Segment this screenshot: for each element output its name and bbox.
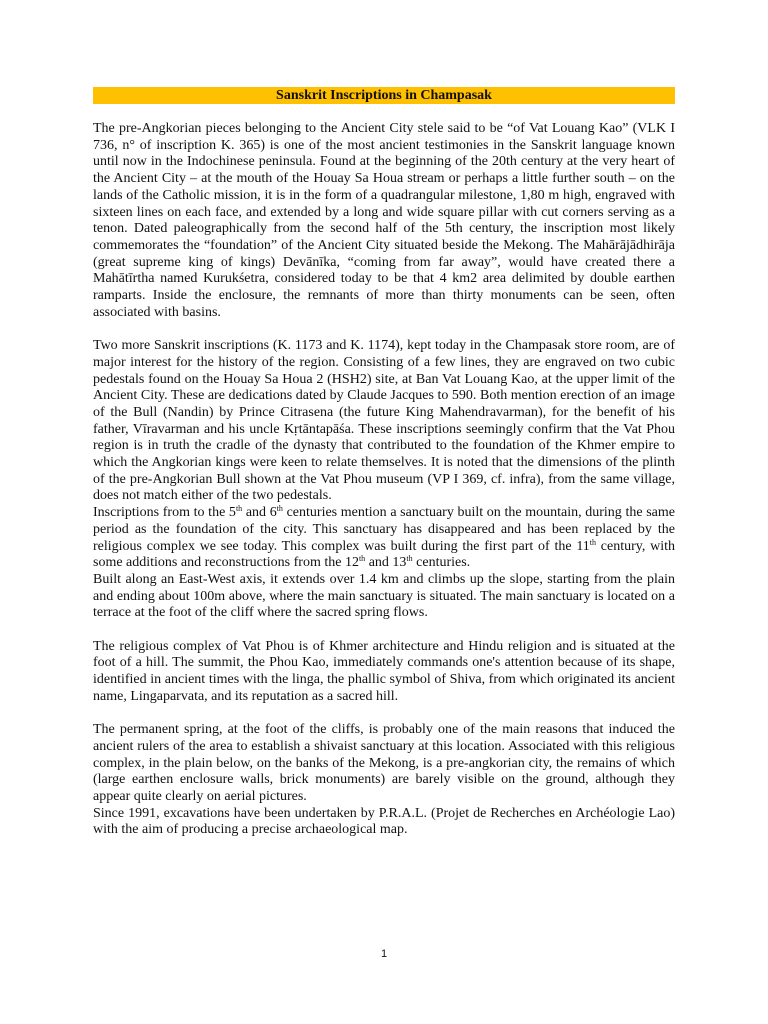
paragraph-pedestals: Two more Sanskrit inscriptions (K. 1173 and K. 1174), kept today in the Champasak store room, are of major interest for the history of the region. Consisting of a few lines, they are engraved on two cubic pedestals found on the Houay Sa Houa 2 (HSH2) site, at Ban Vat Louang Kao, at the upper limit of the Ancient City. These are dedications dated by Claude Jacques to 590. Both mention erection of an image of the Bull (Nandin) by Prince Citrasena (the future King Mahendravarman), for the benefit of his father, Vīravarman and his uncle Kṛtāntapāśa. These inscriptions seemingly confirm that the Vat Phou region is in truth the cradle of the dynasty that contributed to the foundation of the Khmer empire to which the Angkorian kings were keen to relate themselves. It is noted that the dimensions of the plinth of the pre-Angkorian Bull shown at the Vat Phou museum (VP I 369, cf. infra), from the same village, does not match either of the two pedestals. [93, 338, 675, 504]
text-run: Inscriptions from to the 5 [93, 505, 236, 521]
paragraph-complex: The religious complex of Vat Phou is of Khmer architecture and Hindu religion and is situated at the foot of a hill. The summit, the Phou Kao, immediately commands one's attention because of its shape, identified in ancient times with the linga, the phallic symbol of Shiva, from which originated its ancient name, Lingaparvata, and its reputation as a sacred hill. [93, 638, 675, 704]
paragraph-spring: The permanent spring, at the foot of the cliffs, is probably one of the main reasons that induced the ancient rulers of the area to establish a shivaist sanctuary at this location. Associated with this religious complex, in the plain below, on the banks of the Mekong, is a pre-angkorian city, the remains of which (large earthen enclosure walls, brick monuments) are barely visible on the ground, although they appear quite clearly on aerial pictures. [93, 722, 675, 805]
paragraph-stele: The pre-Angkorian pieces belonging to the Ancient City stele said to be “of Vat Louang Kao” (VLK I 736, n° of inscription K. 365) is one of the most ancient testimonies in the Sanskrit language known until now in the Indochinese peninsula. Found at the beginning of the 20th century at the very heart of the Ancient City – at the mouth of the Houay Sa Houa stream or perhaps a little further south – on the lands of the Catholic mission, it is in the form of a quadrangular milestone, 1,80 m high, engraved with sixteen lines on each face, and extended by a long and wide square pillar with cut corners serving as a tenon. Dated paleographically from the second half of the 5th century, the inscription most likely commemorates the “foundation” of the Ancient City situated beside the Mekong. The Mahārājādhirāja (great supreme king of kings) Devānīka, “coming from far away”, would have created there a Mahātīrtha named Kurukśetra, considered today to be that 4 km2 area delimited by double earthen ramparts. Inside the enclosure, the remnants of more than thirty monuments can be seen, often associated with basins. [93, 121, 675, 320]
superscript: th [358, 554, 366, 564]
paragraph-axis: Built along an East-West axis, it extends over 1.4 km and climbs up the slope, starting from the plain and ending about 100m above, where the main sanctuary is situated. The main sanctuary is located on a terrace at the foot of the cliff where the sacred spring flows. [93, 571, 675, 621]
superscript: th [406, 554, 413, 564]
text-run: century, with some additions and reconstructions from the 12 [93, 538, 675, 571]
superscript: th [276, 504, 283, 514]
text-run: and 13 [365, 555, 407, 571]
superscript: th [235, 504, 243, 514]
paragraph-excavations: Since 1991, excavations have been undertaken by P.R.A.L. (Projet de Recherches en Archéologie Lao) with the aim of producing a precise archaeological map. [93, 805, 675, 838]
page-number: 1 [380, 948, 388, 960]
text-run: centuries. [412, 555, 471, 571]
page-title: Sanskrit Inscriptions in Champasak [93, 87, 675, 104]
superscript: th [589, 537, 597, 547]
document-body [93, 121, 675, 839]
text-run: centuries mention a sanctuary built on the mountain, during the same period as the foundation of the city. This sanctuary has disappeared and has been replaced by the religious complex we see today. This complex was built during the first part of the 11 [93, 505, 675, 554]
text-run: and 6 [242, 505, 277, 521]
paragraph-sanctuary [93, 505, 675, 572]
